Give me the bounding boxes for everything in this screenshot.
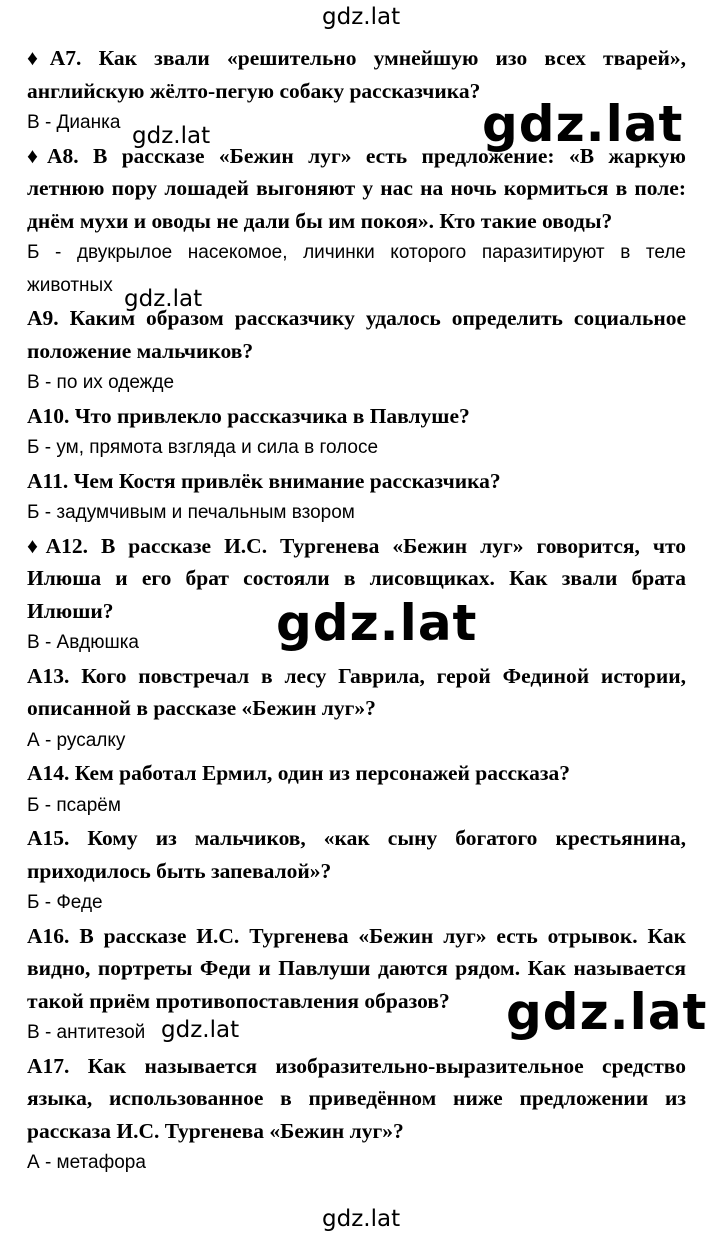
- answer: В - антитезой: [27, 1022, 146, 1043]
- qa-item-a11: [27, 465, 686, 530]
- watermark: gdz.lat: [161, 1017, 240, 1043]
- question: А10. Что привлекло рассказчика в Павлуше?: [27, 403, 470, 428]
- watermark: gdz.lat: [506, 983, 708, 1041]
- question: ♦А7. Как звали «решительно умнейшую изо всех тварей», английскую жёлто-пегую собаку рассказчика?: [27, 46, 686, 103]
- qa-item-a17: [27, 1050, 686, 1180]
- watermark: gdz.lat: [322, 4, 401, 30]
- question: А16. В рассказе И.С. Тургенева «Бежин луг» есть отрывок. Как видно, портреты Феди и Павлуши даются рядом. Как называется такой приём противопоставления образов?: [27, 923, 686, 1013]
- qa-item-a15: [27, 822, 686, 920]
- answer: Б - ум, прямота взгляда и сила в голосе: [27, 437, 379, 458]
- question: А17. Как называется изобразительно-выразительное средство языка, использованное в приведённом ниже предложении из рассказа И.С. Тургенева «Бежин луг»?: [27, 1053, 686, 1143]
- watermark: gdz.lat: [132, 123, 211, 149]
- answer: А - метафора: [27, 1152, 146, 1173]
- watermark: gdz.lat: [322, 1206, 401, 1232]
- watermark: gdz.lat: [124, 286, 203, 312]
- answer: В - по их одежде: [27, 372, 175, 393]
- answer: В - Авдюшка: [27, 632, 139, 653]
- answer: В - Дианка: [27, 112, 121, 133]
- qa-item-a10: [27, 400, 686, 465]
- qa-item-a14: [27, 757, 686, 822]
- answer: А - русалку: [27, 729, 126, 751]
- question: А13. Кого повстречал в лесу Гаврила, герой Фединой истории, описанной в рассказе «Бежин луг»?: [27, 663, 686, 720]
- question: А14. Кем работал Ермил, один из персонажей рассказа?: [27, 761, 571, 785]
- answer: Б - задумчивым и печальным взором: [27, 502, 355, 523]
- answer: Б - двукрылое насекомое, личинки которого паразитируют в теле животных: [27, 242, 686, 296]
- question: ♦А8. В рассказе «Бежин луг» есть предложение: «В жаркую летнюю пору лошадей выгоняют у нас на ночь кормиться в поле: днём мухи и оводы не дали бы им покоя». Кто такие оводы?: [27, 143, 686, 233]
- question: А11. Чем Костя привлёк внимание рассказчика?: [27, 468, 501, 493]
- qa-item-a9: [27, 302, 686, 400]
- question: ♦А12. В рассказе И.С. Тургенева «Бежин луг» говорится, что Илюша и его брат состояли в лисовщиках. Как звали брата Илюши?: [27, 533, 686, 623]
- qa-item-a8: [27, 140, 686, 303]
- answer: Б - Феде: [27, 892, 103, 913]
- qa-item-a13: [27, 660, 686, 758]
- question: А9. Каким образом рассказчику удалось определить социальное положение мальчиков?: [27, 306, 686, 363]
- answer: Б - псарём: [27, 794, 121, 816]
- question: А15. Кому из мальчиков, «как сыну богатого крестьянина, приходилось быть запевалой»?: [27, 826, 686, 883]
- watermark: gdz.lat: [276, 594, 478, 652]
- watermark: gdz.lat: [482, 95, 684, 153]
